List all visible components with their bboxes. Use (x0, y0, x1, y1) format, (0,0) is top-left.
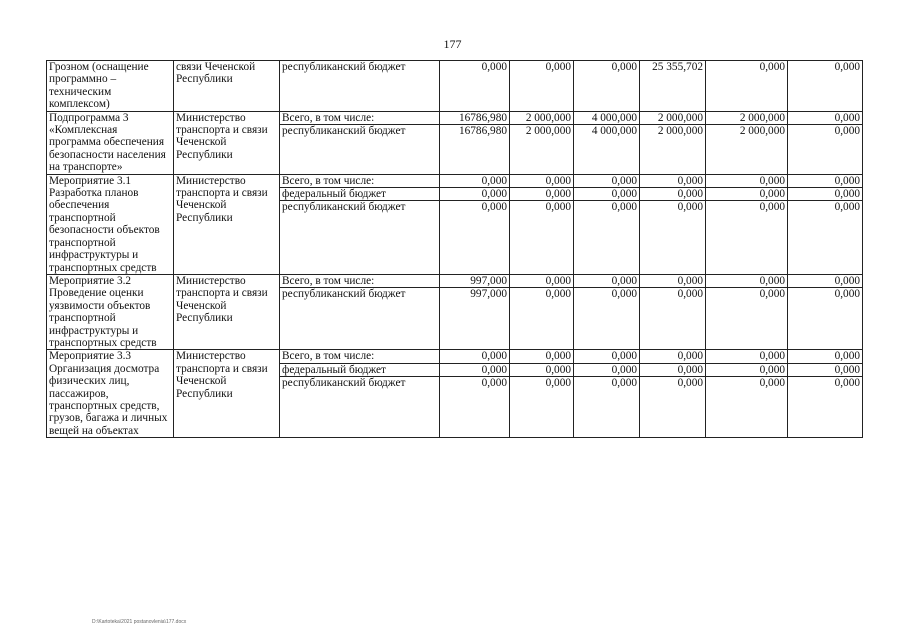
amount-cell: 0,000 (706, 61, 788, 112)
amount-cell: 16786,980 (440, 111, 510, 124)
amount-cell: 2 000,000 (510, 125, 574, 175)
activity-name-cell: Грозном (оснащение программно – техническим комплексом) (47, 61, 174, 112)
amount-cell: 0,000 (574, 288, 640, 350)
amount-cell: 0,000 (788, 363, 863, 376)
funding-source-cell: Всего, в том числе: (280, 350, 440, 363)
amount-cell: 0,000 (706, 363, 788, 376)
funding-source-cell: федеральный бюджет (280, 363, 440, 376)
amount-cell: 0,000 (640, 274, 706, 287)
funding-source-cell: Всего, в том числе: (280, 274, 440, 287)
amount-cell: 4 000,000 (574, 125, 640, 175)
amount-cell: 0,000 (640, 174, 706, 187)
amount-cell: 0,000 (640, 377, 706, 438)
funding-source-cell: федеральный бюджет (280, 188, 440, 201)
amount-cell: 0,000 (788, 377, 863, 438)
amount-cell: 0,000 (706, 201, 788, 274)
table-row (47, 111, 863, 124)
footer-note: D:\Kartoteka\2021 postanovlenia\177.docx (92, 619, 187, 625)
amount-cell: 0,000 (574, 61, 640, 112)
amount-cell: 0,000 (788, 61, 863, 112)
amount-cell: 0,000 (440, 377, 510, 438)
amount-cell: 0,000 (510, 61, 574, 112)
funding-source-cell: республиканский бюджет (280, 288, 440, 350)
amount-cell: 0,000 (574, 201, 640, 274)
funding-source-cell: Всего, в том числе: (280, 111, 440, 124)
funding-source-cell: республиканский бюджет (280, 377, 440, 438)
amount-cell: 0,000 (706, 174, 788, 187)
amount-cell: 0,000 (574, 274, 640, 287)
amount-cell: 0,000 (788, 111, 863, 124)
amount-cell: 0,000 (440, 363, 510, 376)
amount-cell: 2 000,000 (640, 125, 706, 175)
amount-cell: 0,000 (510, 350, 574, 363)
amount-cell: 0,000 (788, 125, 863, 175)
amount-cell: 0,000 (706, 288, 788, 350)
funding-source-cell: республиканский бюджет (280, 61, 440, 112)
amount-cell: 997,000 (440, 274, 510, 287)
amount-cell: 0,000 (574, 174, 640, 187)
amount-cell: 0,000 (640, 188, 706, 201)
page-number: 177 (443, 37, 462, 51)
amount-cell: 0,000 (574, 350, 640, 363)
amount-cell: 0,000 (640, 201, 706, 274)
amount-cell: 4 000,000 (574, 111, 640, 124)
amount-cell: 0,000 (706, 274, 788, 287)
amount-cell: 2 000,000 (510, 111, 574, 124)
amount-cell: 0,000 (440, 61, 510, 112)
amount-cell: 2 000,000 (706, 125, 788, 175)
amount-cell: 0,000 (640, 350, 706, 363)
funding-source-cell: республиканский бюджет (280, 125, 440, 175)
table-row (47, 61, 863, 112)
amount-cell: 0,000 (788, 274, 863, 287)
executor-cell: Министерство транспорта и связи Чеченской Республики (174, 174, 280, 274)
activity-name-cell: Мероприятие 3.3 Организация досмотра физических лиц, пассажиров, транспортных средств, грузов, багажа и личных вещей на объектах (47, 350, 174, 438)
table-row (47, 174, 863, 187)
amount-cell: 25 355,702 (640, 61, 706, 112)
budget-table (46, 60, 863, 438)
amount-cell: 0,000 (510, 174, 574, 187)
table-row (47, 350, 863, 363)
amount-cell: 0,000 (788, 188, 863, 201)
amount-cell: 16786,980 (440, 125, 510, 175)
amount-cell: 0,000 (510, 274, 574, 287)
executor-cell: Министерство транспорта и связи Чеченской Республики (174, 274, 280, 349)
funding-source-cell: Всего, в том числе: (280, 174, 440, 187)
amount-cell: 0,000 (510, 188, 574, 201)
executor-cell: связи Чеченской Республики (174, 61, 280, 112)
amount-cell: 0,000 (510, 377, 574, 438)
amount-cell: 0,000 (706, 350, 788, 363)
amount-cell: 0,000 (640, 288, 706, 350)
amount-cell: 0,000 (440, 350, 510, 363)
amount-cell: 2 000,000 (706, 111, 788, 124)
amount-cell: 0,000 (706, 188, 788, 201)
table-row (47, 274, 863, 287)
table-body (47, 61, 863, 438)
activity-name-cell: Подпрограмма 3 «Комплексная программа обеспечения безопасности населения на транспорте» (47, 111, 174, 174)
amount-cell: 0,000 (440, 174, 510, 187)
amount-cell: 0,000 (440, 201, 510, 274)
amount-cell: 0,000 (574, 188, 640, 201)
amount-cell: 0,000 (640, 363, 706, 376)
amount-cell: 0,000 (788, 350, 863, 363)
amount-cell: 2 000,000 (640, 111, 706, 124)
funding-source-cell: республиканский бюджет (280, 201, 440, 274)
amount-cell: 0,000 (510, 201, 574, 274)
amount-cell: 0,000 (788, 174, 863, 187)
amount-cell: 0,000 (706, 377, 788, 438)
activity-name-cell: Мероприятие 3.1 Разработка планов обеспечения транспортной безопасности объектов транспортной инфраструктуры и транспортных средств (47, 174, 174, 274)
amount-cell: 0,000 (574, 377, 640, 438)
amount-cell: 0,000 (788, 288, 863, 350)
amount-cell: 0,000 (574, 363, 640, 376)
amount-cell: 0,000 (510, 363, 574, 376)
amount-cell: 0,000 (440, 188, 510, 201)
executor-cell: Министерство транспорта и связи Чеченской Республики (174, 111, 280, 174)
amount-cell: 0,000 (788, 201, 863, 274)
executor-cell: Министерство транспорта и связи Чеченской Республики (174, 350, 280, 438)
activity-name-cell: Мероприятие 3.2 Проведение оценки уязвимости объектов транспортной инфраструктуры и транспортных средств (47, 274, 174, 349)
amount-cell: 0,000 (510, 288, 574, 350)
amount-cell: 997,000 (440, 288, 510, 350)
